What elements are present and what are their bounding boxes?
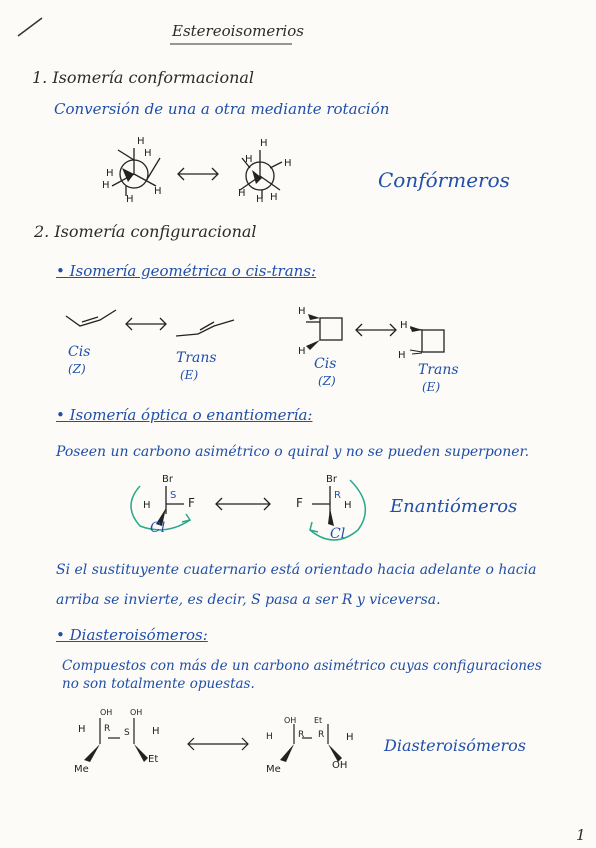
ring-cis-h1: H [298,306,306,317]
diastereo-right-et-top: Et [314,716,323,725]
section1-description: Conversión de una a otra mediante rotación [54,100,390,118]
enantiomer-left-right: F [188,496,195,510]
diastereo-left-oh2: OH [130,708,143,717]
diastereoisomers-label: Diasteroisómeros [384,736,526,755]
diastereo-heading: • Diasteroisómeros: [56,626,208,644]
enantiomer-left-bottom: Cl [150,520,166,536]
diastereo-left-et: Et [148,754,159,765]
ring-cis-name: Cis [314,356,337,372]
alkene-cis-code: (Z) [68,362,86,376]
newman1-h1: H [137,136,145,147]
section2-heading: 2. Isomería configuracional [34,222,257,241]
ring-trans-h2: H [398,350,406,361]
newman1-h3: H [106,168,114,179]
diastereo-right-me: Me [266,764,281,775]
enantiomer-right-config: R [334,490,341,501]
diastereo-right-oh: OH [284,716,297,725]
enantiomer-left-left: H [143,500,151,511]
optical-description: Poseen un carbono asimétrico o quiral y no se pueden superponer. [56,444,530,460]
diastereo-left-h-left: H [78,724,86,735]
diastereo-right-h-right: H [346,732,354,743]
ring-trans-h1: H [400,320,408,331]
geometric-heading: • Isomería geométrica o cis-trans: [56,262,317,280]
enantiomer-right-bottom: Cl [330,526,346,542]
diastereo-left-c2: S [124,728,130,738]
section1-heading: 1. Isomería conformacional [32,68,255,87]
newman1-h6: H [126,194,134,205]
newman1-h2: H [144,148,152,159]
alkene-cis-name: Cis [68,344,91,360]
diastereo-right-c1: R [298,730,305,740]
diastereo-left-h-right: H [152,726,160,737]
newman2-h4: H [238,188,246,199]
conformers-label: Confórmeros [378,168,510,192]
enantiomer-right-right: H [344,500,352,511]
alkene-trans-name: Trans [176,350,217,366]
newman2-h5: H [256,194,264,205]
ring-trans-name: Trans [418,362,459,378]
alkene-trans-code: (E) [180,368,199,382]
newman2-h6: H [270,192,278,203]
diastereo-left-oh1: OH [100,708,113,717]
optical-note-line1: Si el sustituyente cuaternario está orientado hacia adelante o hacia [56,562,537,578]
diastereo-left-c1: R [104,724,111,734]
enantiomer-right-left: F [296,496,303,510]
diastereo-right-oh-bottom: OH [332,760,348,771]
ring-trans-code: (E) [422,380,441,394]
newman1-h5: H [154,186,162,197]
diastereo-description-line2: no son totalmente opuestas. [62,676,255,692]
optical-note-line2: arriba se invierte, es decir, S pasa a ser R y viceversa. [56,592,441,608]
ring-cis-h2: H [298,346,306,357]
newman2-h2: H [245,154,253,165]
page-number: 1 [576,826,586,844]
newman2-h3: H [284,158,292,169]
diastereo-left-me: Me [74,764,89,775]
diastereo-right-c2: R [318,730,325,740]
page-title: Estereoisomerios [172,22,304,40]
ring-cis-code: (Z) [318,374,336,388]
newman2-h1: H [260,138,268,149]
diastereo-description-line1: Compuestos con más de un carbono asimétrico cuyas configuraciones [62,658,542,674]
enantiomer-left-top: Br [162,474,173,485]
diastereo-right-h-left: H [266,732,273,742]
enantiomers-label: Enantiómeros [390,496,518,517]
newman1-h4: H [102,180,110,191]
optical-heading: • Isomería óptica o enantiomería: [56,406,313,424]
enantiomer-right-top: Br [326,474,337,485]
enantiomer-left-config: S [170,490,177,501]
